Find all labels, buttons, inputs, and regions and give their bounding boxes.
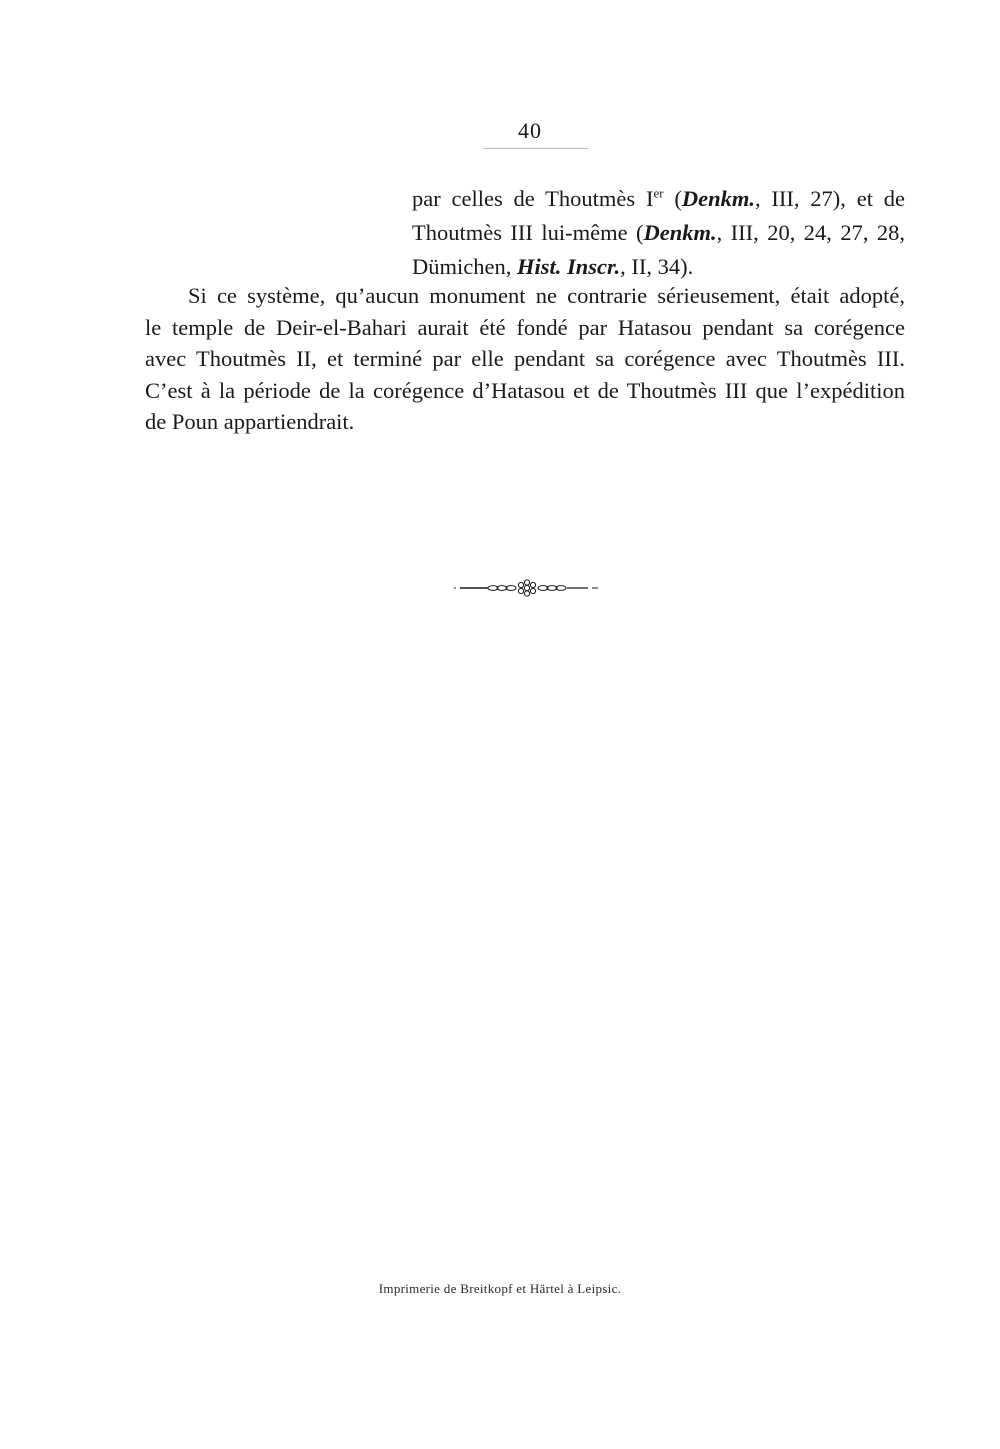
continued-line-2 [412,216,905,250]
superscript: er [653,185,664,201]
line-text: , II, 34). [620,254,694,279]
continued-line-3 [412,250,905,284]
page-number: 40 [518,118,542,143]
page-number-rule [483,148,588,149]
paragraph-line: C’est à la période de la corégence d’Hatasou et de Thoutmès III que l’expédition [145,377,905,403]
continued-line-1 [412,182,905,216]
line-text: par celles de Thoutmès I [412,186,654,211]
paragraph-line: de Poun appartiendrait. [145,409,355,434]
line-text: , III, 20, 24, 27, 28, [716,220,905,245]
reference: Denkm. [681,186,755,211]
ornamental-divider-icon [452,578,602,598]
body-paragraph [145,280,905,438]
reference: Inscr. [567,254,621,279]
printer-imprint: Imprimerie de Breitkopf et Härtel à Leipsic. [378,1281,622,1296]
paragraph-line: avec Thoutmès II, et terminé par elle pendant sa corégence avec Thoutmès III. [145,346,905,371]
line-text: Thoutmès III lui-même ( [412,220,644,245]
reference: Denkm. [643,220,717,245]
line-text: Dümichen, [412,254,517,279]
paragraph-line: Si ce système, qu’aucun monument ne contrarie sérieusement, était adopté, [188,283,905,308]
line-text: ( [663,186,682,211]
continued-text [412,182,905,284]
reference: Hist. [516,254,562,279]
paragraph-line: le temple de Deir-el-Bahari aurait été fondé par Hatasou pendant sa corégence [145,314,905,340]
line-text: , III, 27), et de [754,186,905,211]
